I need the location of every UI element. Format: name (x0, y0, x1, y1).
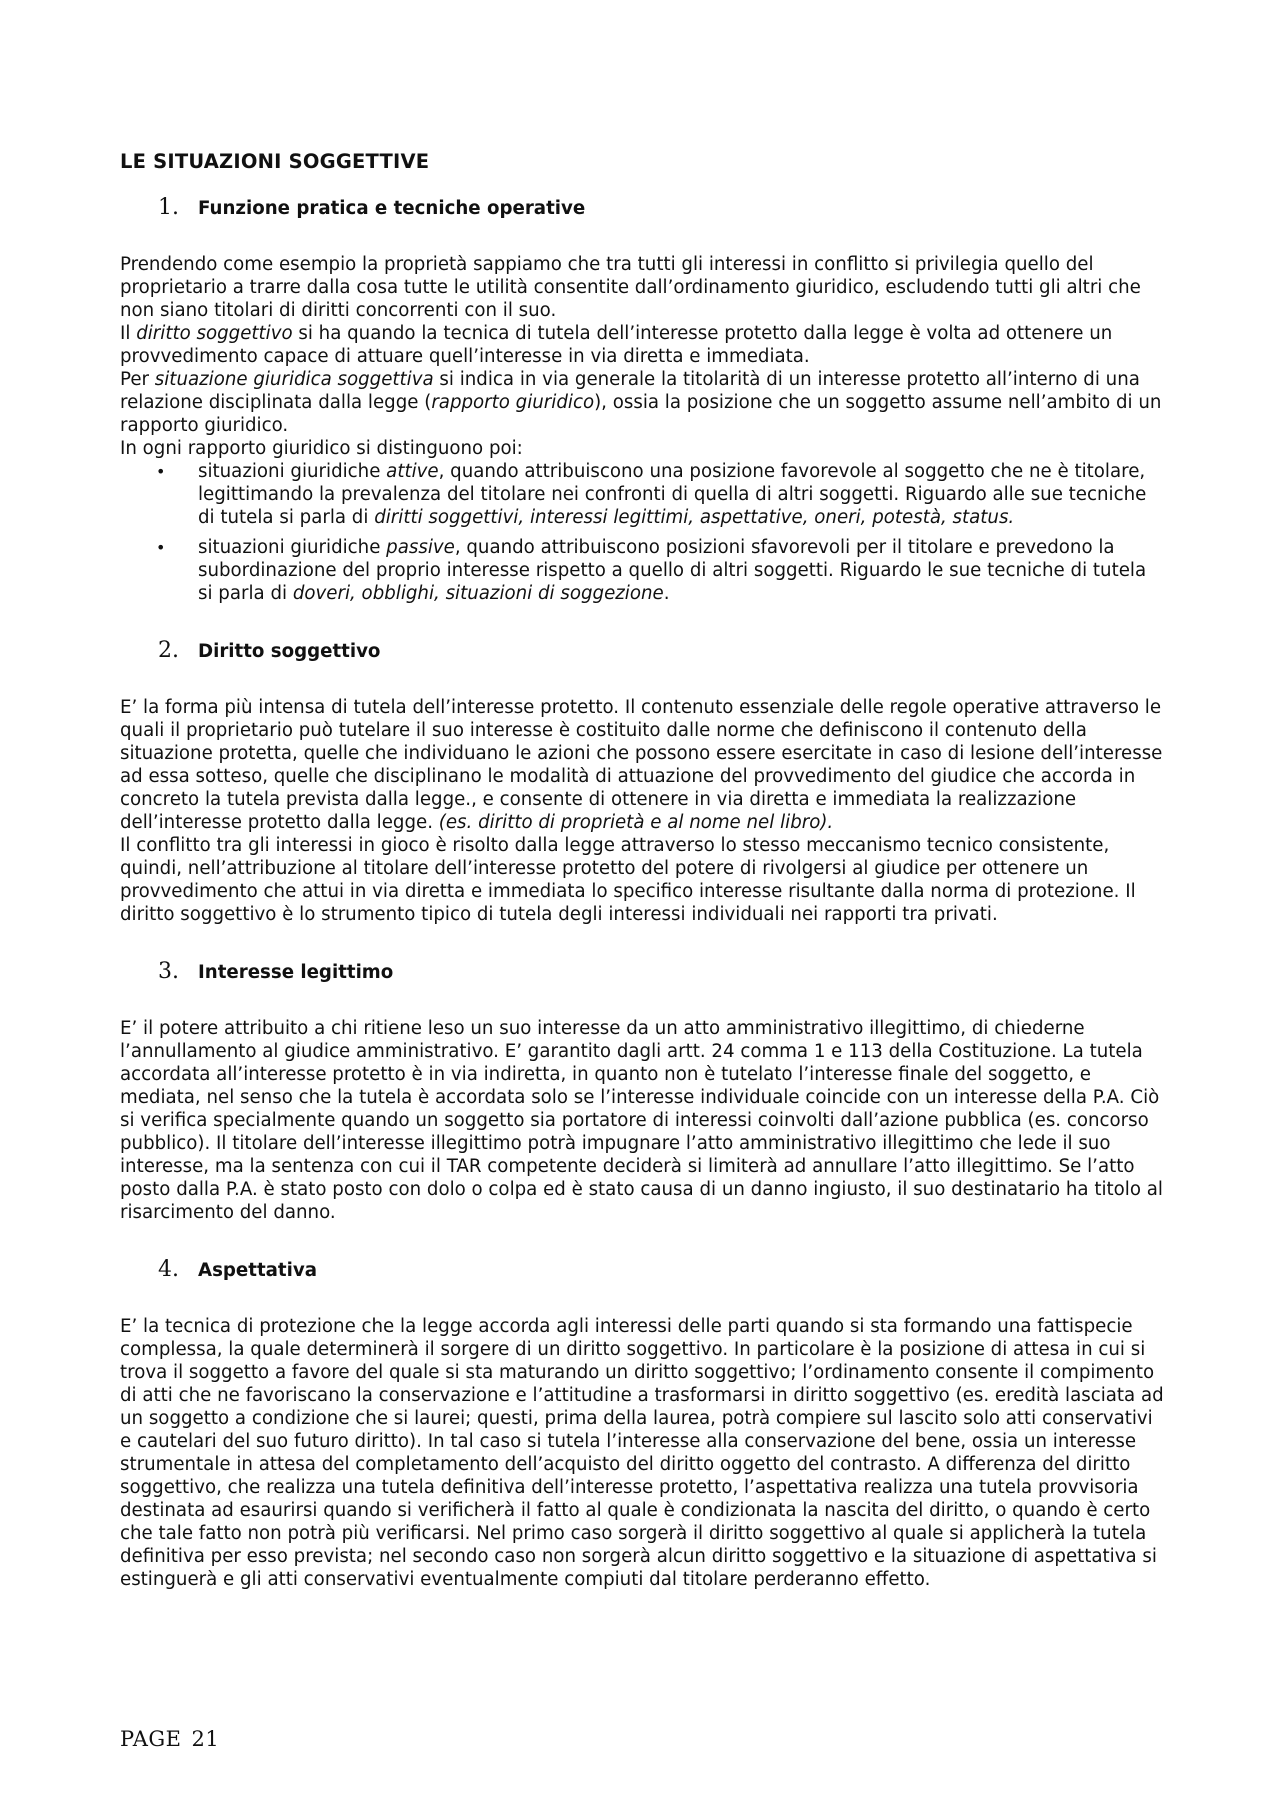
italic-run: situazione giuridica soggettiva (154, 369, 434, 390)
section-number: 2. (158, 638, 179, 663)
section-number: 3. (158, 959, 179, 984)
bullet-icon: • (156, 462, 166, 481)
text-run: E’ il potere attribuito a chi ritiene leso un suo interesse da un atto amministrativo illegittimo, di chiederne l’annullamento al giudice amministrativo. E’ garantito dagli artt. 24 comma 1 e 113 della Costituzione. La tutela accordata all’interesse protetto è in via indiretta, in quanto non è tutelato l’interesse finale del soggetto, e mediata, nel senso che la tutela è accordata solo se l’interesse individuale coincide con un interesse della P.A. Ciò si verifica specialmente quando un soggetto sia portatore di interessi coinvolti dall’azione pubblica (es. concorso pubblico). Il titolare dell’interesse illegittimo potrà impugnare l’atto amministrativo illegittimo che lede il suo interesse, ma la sentenza con cui il TAR competente deciderà si limiterà ad annullare l’atto illegittimo. Se l’atto posto dalla P.A. è stato posto con dolo o colpa ed è stato causa di un danno ingiusto, il suo destinatario ha titolo al risarcimento del danno. (120, 1018, 1163, 1223)
text-run: ), ossia la posizione che un soggetto assume nell’ambito di un rapporto giuridico. (120, 392, 1162, 436)
text-run: si ha quando la tecnica di tutela dell’interesse protetto dalla legge è volta ad ottenere un provvedimento capace di attuare quell’interesse in via diretta e immediata. (120, 323, 1113, 367)
page-label: PAGE (120, 1727, 182, 1751)
text-run: Per (120, 369, 155, 390)
section-4 (120, 1258, 1165, 1591)
paragraph (120, 834, 1165, 926)
paragraph (120, 1315, 1165, 1591)
text-run: E’ la forma più intensa di tutela dell’interesse protetto. Il contenuto essenziale delle regole operative attraverso le quali il proprietario può tutelare il suo interesse è costituito dalle norme che definiscono il contenuto della situazione protetta, quelle che individuano le azioni che possono essere esercitate in caso di lesione dell’interesse ad essa sotteso, quelle che disciplinano le modalità di attuazione del provvedimento del giudice che accorda in concreto la tutela prevista dalla legge., e consente di ottenere in via diretta e immediata la realizzazione dell’interesse protetto dalla legge. (120, 697, 1163, 833)
section-title: Interesse legittimo (198, 962, 394, 983)
text-run: In ogni rapporto giuridico si distinguono poi: (120, 438, 523, 459)
text-run: Il (120, 323, 137, 344)
section-number: 1. (158, 195, 179, 220)
text-run: Il conflitto tra gli interessi in gioco è risolto dalla legge attraverso lo stesso meccanismo tecnico consistente, quindi, nell’attribuzione al titolare dell’interesse protetto del potere di rivolgersi al giudice per ottenere un provvedimento che attui in via diretta e immediata lo specifico interesse risultante dalla norma di protezione. Il diritto soggettivo è lo strumento tipico di tutela degli interessi individuali nei rapporti tra privati. (120, 835, 1136, 925)
section-3 (120, 960, 1165, 1224)
italic-run: doveri, obblighi, situazioni di soggezione (292, 583, 664, 604)
section-number: 4. (158, 1257, 179, 1282)
page-number: 21 (191, 1727, 220, 1751)
paragraph (120, 437, 1165, 460)
italic-run: diritti soggettivi, interessi legittimi, aspettative, oneri, potestà, status. (374, 507, 1015, 528)
page-footer (120, 1728, 229, 1751)
italic-run: rapporto giuridico (431, 392, 595, 413)
italic-run: diritto soggettivo (136, 323, 293, 344)
text-run: . (663, 583, 670, 604)
text-run: situazioni giuridiche (198, 537, 387, 558)
section-heading (158, 639, 1165, 664)
bullet-list (120, 460, 1165, 605)
paragraph (120, 368, 1165, 437)
section-heading (158, 196, 1165, 221)
sections-container (120, 196, 1165, 1591)
italic-run: passive (386, 537, 455, 558)
document-body (120, 150, 1165, 1625)
paragraph (120, 253, 1165, 322)
section-1 (120, 196, 1165, 605)
text-run: , quando attribuiscono una posizione favorevole al soggetto che ne è titolare, legittimando la prevalenza del titolare nei confronti di quella di altri soggetti. Riguardo alle sue tecniche di tutela si parla di (198, 461, 1147, 528)
text-run: Prendendo come esempio la proprietà sappiamo che tra tutti gli interessi in conflitto si privilegia quello del proprietario a trarre dalla cosa tutte le utilità consentite dall’ordinamento giuridico, escludendo tutti gli altri che non siano titolari di diritti concorrenti con il suo. (120, 254, 1141, 321)
section-heading (158, 1258, 1165, 1283)
list-item (120, 460, 1165, 529)
section-title: Aspettativa (198, 1260, 317, 1281)
text-run: E’ la tecnica di protezione che la legge accorda agli interessi delle parti quando si sta formando una fattispecie complessa, la quale determinerà il sorgere di un diritto soggettivo. In particolare è la posizione di attesa in cui si trova il soggetto a favore del quale si sta maturando un diritto soggettivo; l’ordinamento consente il compimento di atti che ne favoriscano la conservazione e l’attitudine a trasformarsi in diritto soggettivo (es. eredità lasciata ad un soggetto a condizione che si laurei; questi, prima della laurea, potrà compiere sul lascito solo atti conservativi e cautelari del suo futuro diritto). In tal caso si tutela l’interesse alla conservazione del bene, ossia un interesse strumentale in attesa del completamento dell’acquisto del diritto oggetto del contrasto. A differenza del diritto soggettivo, che realizza una tutela definitiva dell’interesse protetto, l’aspettativa realizza una tutela provvisoria destinata ad esaurirsi quando si verificherà il fatto al quale è condizionata la nascita del diritto, o quando è certo che tale fatto non potrà più verificarsi. Nel primo caso sorgerà il diritto soggettivo al quale si applicherà la tutela definitiva per esso prevista; nel secondo caso non sorgerà alcun diritto soggettivo e la situazione di aspettativa si estinguerà e gli atti conservativi eventualmente compiuti dal titolare perderanno effetto. (120, 1316, 1164, 1590)
italic-run: attive (386, 461, 439, 482)
section-title: Diritto soggettivo (198, 641, 381, 662)
text-run: si indica in via generale la titolarità di un interesse protetto all’interno di una relazione disciplinata dalla legge ( (120, 369, 1140, 413)
section-title: Funzione pratica e tecniche operative (198, 198, 586, 219)
italic-run: (es. diritto di proprietà e al nome nel libro). (438, 812, 834, 833)
paragraph (120, 696, 1165, 834)
list-item (120, 536, 1165, 605)
document-title: LE SITUAZIONI SOGGETTIVE (120, 150, 430, 173)
paragraph (120, 1017, 1165, 1224)
paragraph (120, 322, 1165, 368)
bullet-icon: • (156, 538, 166, 557)
text-run: , quando attribuiscono posizioni sfavorevoli per il titolare e prevedono la subordinazione del proprio interesse rispetto a quello di altri soggetti. Riguardo le sue tecniche di tutela si parla di (198, 537, 1147, 604)
text-run: situazioni giuridiche (198, 461, 387, 482)
section-2 (120, 639, 1165, 926)
section-heading (158, 960, 1165, 985)
